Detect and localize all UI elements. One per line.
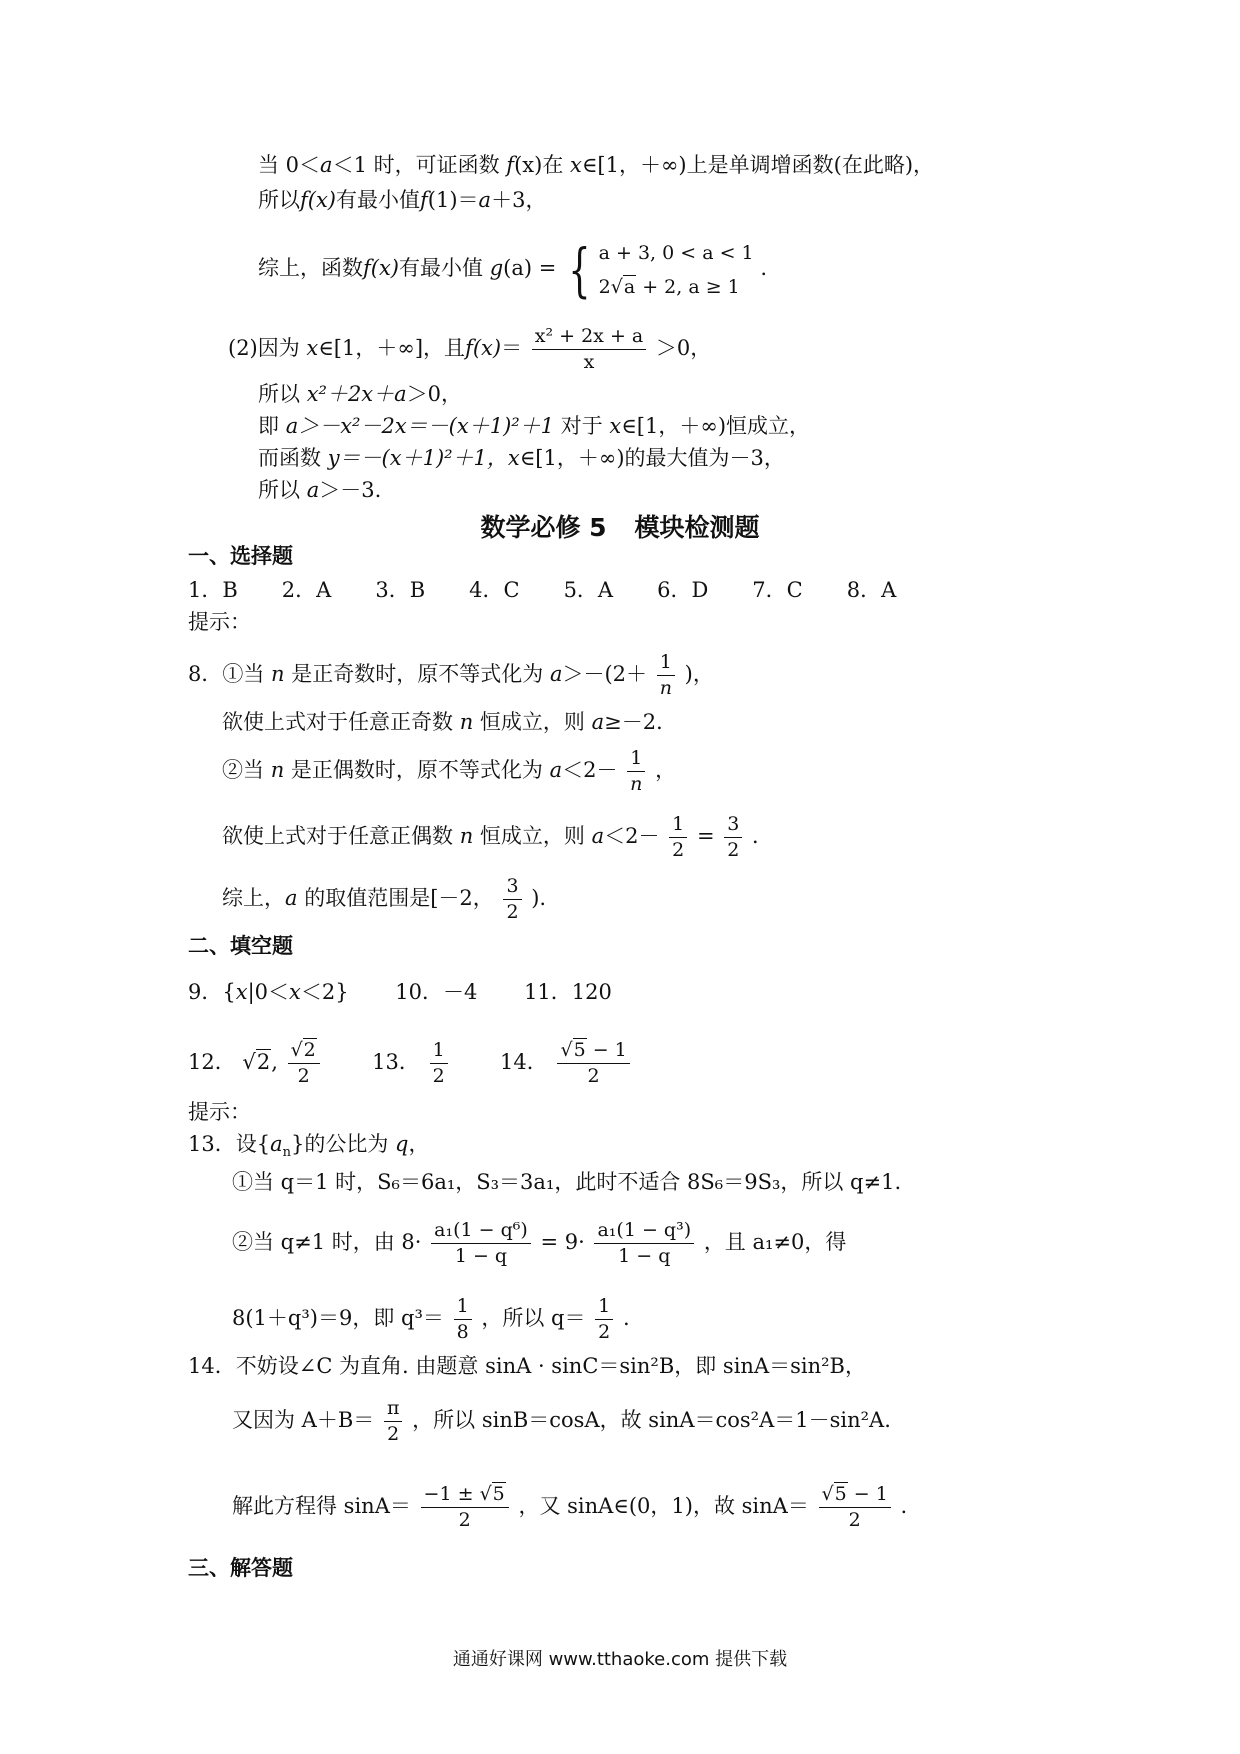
answer-item: 6．D [657, 578, 709, 602]
text-line: 即 a＞－x²－2x＝－(x＋1)²＋1 对于 x∈[1，＋∞)恒成立， [258, 414, 811, 438]
fraction: $\frac{1}{2}$ [430, 1041, 448, 1086]
fraction: $\frac{1}{n}$ [627, 749, 645, 794]
text-line: 综上，a 的取值范围是[－2， $\frac{3}{2}$ ). [222, 875, 547, 923]
page-title: 数学必修 5 模块检测题 [480, 513, 760, 542]
fraction: $\frac{\pi}{2}$ [384, 1399, 403, 1444]
fill-answers-row: 9．{x|0＜x＜2} 10．－4 11．120 [188, 980, 612, 1004]
text-line: (2)因为 x∈[1，＋∞]，且f(x)＝ $\frac{\text{x² + 2x + a}}{x}$ ＞0， [228, 325, 712, 373]
section-heading: 三、解答题 [188, 1556, 293, 1580]
fraction: $\frac{√5 - 1}{2}$ [557, 1041, 629, 1086]
fraction: $\frac{\text{x² + 2x + a}}{x}$ [532, 327, 646, 372]
text-line: ①当 q＝1 时，S₆＝6a₁，S₃＝3a₁，此时不适合 8S₆＝9S₃，所以 q≠1. [232, 1170, 902, 1194]
fraction: $\frac{1}{8}$ [454, 1297, 472, 1342]
text-line: 14．不妨设∠C 为直角. 由题意 sinA · sinC＝sin²B，即 sinA＝sin²B， [188, 1354, 866, 1378]
text-line-piecewise: 综上，函数f(x)有最小值 g(a) = { a + 3, 0 < a < 1 2√a + 2, a ≥ 1 . [258, 235, 767, 304]
text-line: ②当 n 是正偶数时，原不等式化为 a＜2－ $\frac{1}{n}$ ， [222, 747, 677, 795]
fraction: $\frac{√2}{2}$ [288, 1041, 320, 1086]
answer-item: 7．C [752, 578, 803, 602]
text-line: 所以f(x)有最小值f(1)＝a＋3， [258, 188, 547, 212]
fraction: $\frac{\text{a₁(1 − q³)}}{1 - q}$ [594, 1221, 694, 1266]
text-line: 所以 x²＋2x＋a＞0， [258, 382, 463, 406]
piecewise-cases: a + 3, 0 < a < 1 2√a + 2, a ≥ 1 [598, 241, 754, 298]
fraction: $\frac{\text{a₁(1 − q⁶)}}{1 - q}$ [431, 1221, 531, 1266]
fraction: $\frac{3}{2}$ [503, 877, 521, 922]
fraction: $\frac{√5 - 1}{2}$ [819, 1485, 891, 1530]
text-line: 当 0＜a＜1 时，可证函数 f(x)在 x∈[1，＋∞)上是单调增函数(在此略)， [258, 153, 935, 177]
text-line: 解此方程得 sinA＝ $\frac{-1 \pm √5}{2}$ ，又 sinA∈(0，1)，故 sinA＝ $\frac{√5 - 1}{2}$ . [232, 1483, 908, 1531]
answer-list [188, 576, 940, 604]
hint-label: 提示： [188, 1100, 251, 1124]
answer-item: 2．A [281, 578, 332, 602]
fraction: $\frac{3}{2}$ [724, 815, 742, 860]
section-heading: 一、选择题 [188, 544, 293, 568]
fraction: $\frac{1}{2}$ [595, 1297, 613, 1342]
text-line: ②当 q≠1 时，由 8· $\frac{\text{a₁(1 − q⁶)}}{1 - q}$ = 9· $\frac{\text{a₁(1 − q³)}}{1 - q}$ ，且 a₁≠0，得 [232, 1219, 847, 1267]
text-line: 8．①当 n 是正奇数时，原不等式化为 a＞－(2＋ $\frac{1}{n}$ )， [188, 651, 714, 699]
answer-item: 1．B [188, 578, 238, 602]
text-line: 而函数 y＝－(x＋1)²＋1，x∈[1，＋∞)的最大值为－3， [258, 446, 785, 470]
text-line: 欲使上式对于任意正奇数 n 恒成立，则 a≥－2． [222, 710, 678, 734]
text-line: 欲使上式对于任意正偶数 n 恒成立，则 a＜2－ $\frac{1}{2}$ = $\frac{3}{2}$ ． [222, 813, 774, 861]
section-heading: 二、填空题 [188, 934, 293, 958]
fill-answers-row: 12． √2, $\frac{√2}{2}$ 13． $\frac{1}{2}$ 14． $\frac{√5 - 1}{2}$ [188, 1032, 633, 1092]
answer-item: 8．A [846, 578, 897, 602]
page-footer: 通通好课网 www.tthaoke.com 提供下载 [452, 1649, 788, 1670]
text-line: 所以 a＞－3. [258, 478, 382, 502]
text-line: 13．设$\{a_n\}$的公比为 q， [188, 1132, 430, 1161]
text-line: 8(1＋q³)＝9，即 q³＝ $\frac{1}{8}$ ，所以 q＝ $\frac{1}{2}$ . [232, 1295, 630, 1343]
answer-item: 4．C [469, 578, 520, 602]
text-line: 又因为 A＋B＝ $\frac{\pi}{2}$ ，所以 sinB＝cosA，故 sinA＝cos²A＝1－sin²A. [232, 1397, 891, 1445]
left-brace: { [568, 235, 591, 304]
answer-item: 3．B [375, 578, 426, 602]
fraction: $\frac{1}{2}$ [669, 815, 687, 860]
hint-label: 提示： [188, 610, 251, 634]
fraction: $\frac{-1 \pm √5}{2}$ [421, 1485, 509, 1530]
answer-item: 5．A [563, 578, 614, 602]
fraction: $\frac{1}{n}$ [657, 653, 675, 698]
